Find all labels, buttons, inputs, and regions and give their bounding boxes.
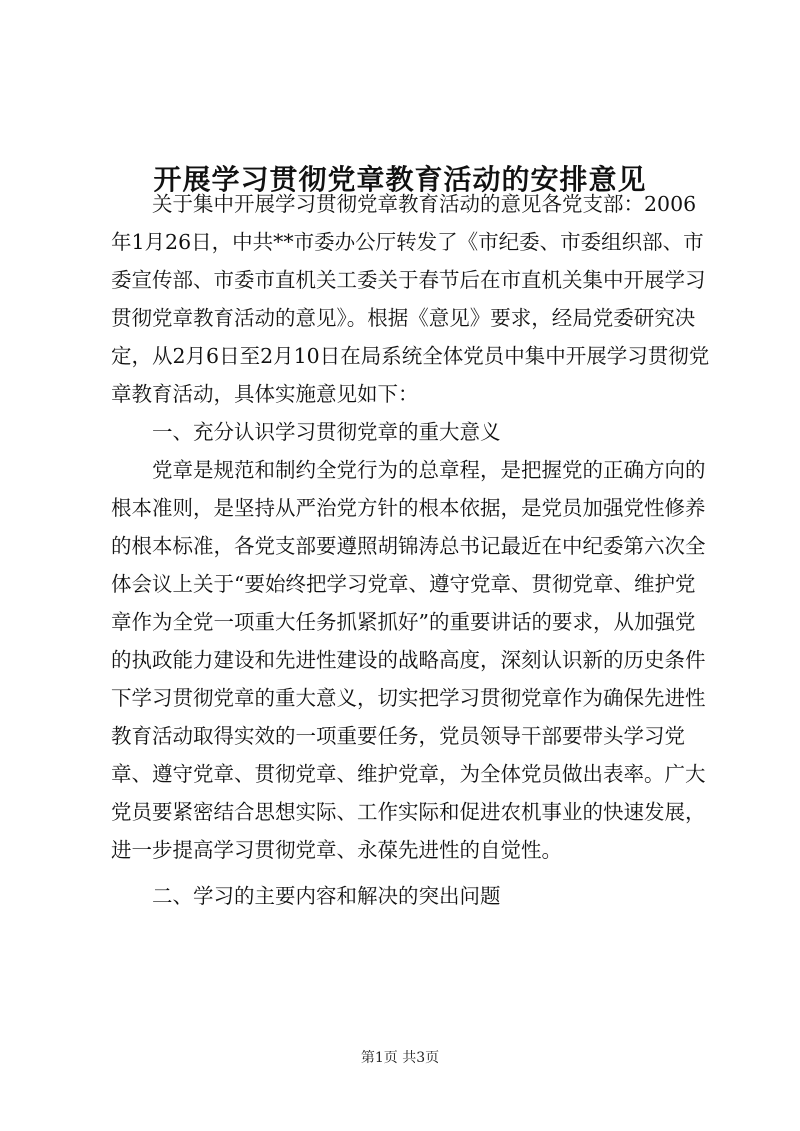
- document-title: 开展学习贯彻党章教育活动的安排意见: [153, 162, 647, 196]
- document-body: [111, 185, 711, 915]
- page-number: 第1页 共3页: [360, 1050, 440, 1066]
- section-heading-1: 一、充分认识学习贯彻党章的重大意义: [152, 420, 501, 444]
- intro-paragraph: 关于集中开展学习贯彻党章教育活动的意见各党支部：2006年1月26日，中共**市委办公厅转发了《市纪委、市委组织部、市委宣传部、市委市直机关工委关于春节后在市直机关集中开展学习贯彻党章教育活动的意见》。根据《意见》要求，经局党委研究决定，从2月6日至2月10日在局系统全体党员中集中开展学习贯彻党章教育活动，具体实施意见如下：: [111, 192, 710, 406]
- section-1-paragraph: 党章是规范和制约全党行为的总章程，是把握党的正确方向的根本准则，是坚持从严治党方针的根本依据，是党员加强党性修养的根本标准，各党支部要遵照胡锦涛总书记最近在中纪委第六次全体会议上关于“要始终把学习党章、遵守党章、贯彻党章、维护党章作为全党一项重大任务抓紧抓好”的重要讲话的要求，从加强党的执政能力建设和先进性建设的战略高度，深刻认识新的历史条件下学习贯彻党章的重大意义，切实把学习贯彻党章作为确保先进性教育活动取得实效的一项重要任务，党员领导干部要带头学习党章、遵守党章、贯彻党章、维护党章，为全体党员做出表率。广大党员要紧密结合思想实际、工作实际和促进农机事业的快速发展，进一步提高学习贯彻党章、永葆先进性的自觉性。: [111, 458, 706, 862]
- section-heading-2: 二、学习的主要内容和解决的突出问题: [152, 884, 501, 908]
